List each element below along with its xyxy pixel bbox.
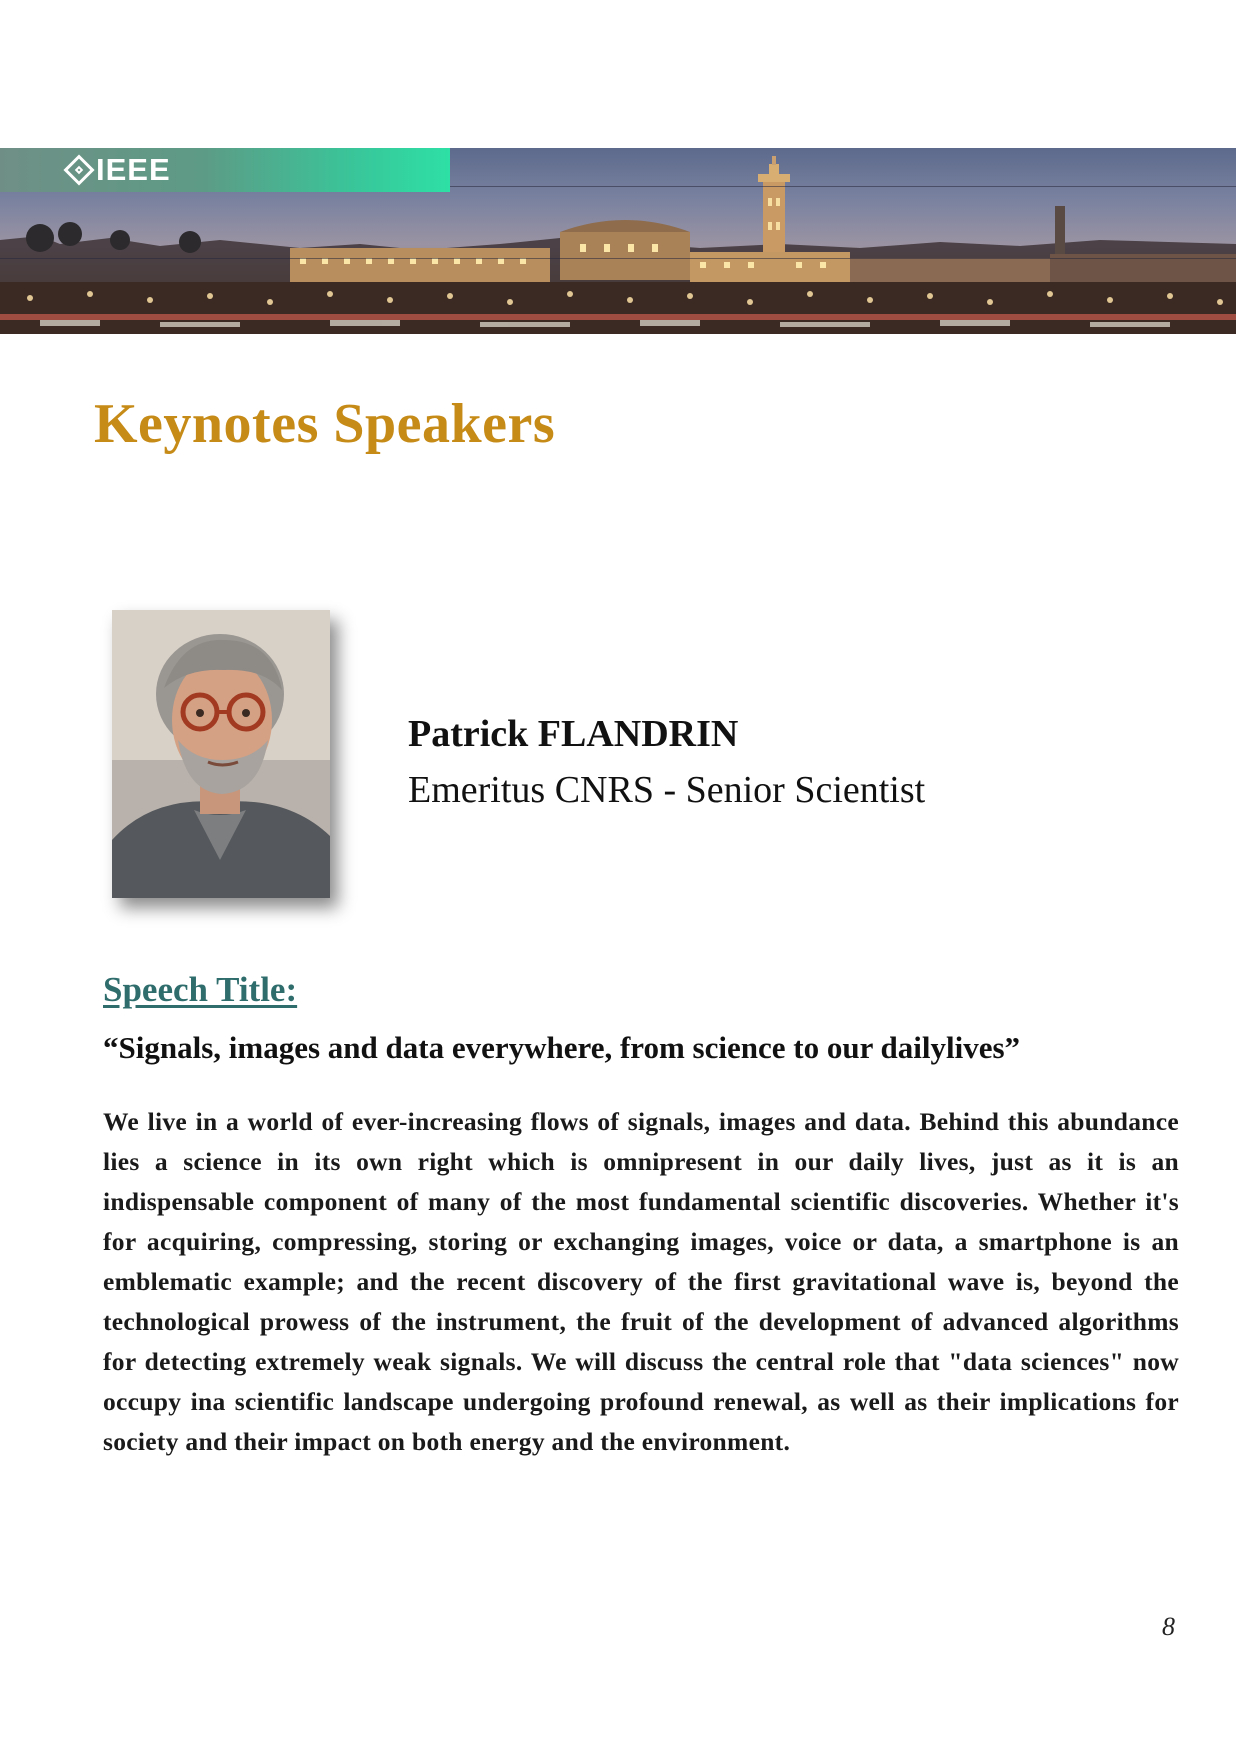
speech-title: “Signals, images and data everywhere, from science to our dailylives” <box>103 1030 1021 1065</box>
page-number: 8 <box>1162 1612 1175 1641</box>
page-title: Keynotes Speakers <box>94 393 556 455</box>
speaker-name: Patrick FLANDRIN <box>408 713 739 755</box>
speaker-photo <box>112 610 330 898</box>
speech-title-label: Speech Title: <box>103 970 298 1009</box>
speech-abstract: We live in a world of ever-increasing flows of signals, images and data. Behind this abundance lies a science in its own right which is omnipresent in our daily lives, just as it is an indispensable component of many of the most fundamental scientific discoveries. Whether it's for acquiring, compressing, storing or exchanging images, voice or data, a smartphone is an emblematic example; and the recent discovery of the first gravitational wave is, beyond the technological prowess of the instrument, the fruit of the development of advanced algorithms for detecting extremely weak signals. We will discuss the central role that "data sciences" now occupy ina scientific landscape undergoing profound renewal, as well as their implications for society and their impact on both energy and the environment. <box>103 1107 1179 1456</box>
ieee-logo <box>68 154 171 186</box>
speaker-role: Emeritus CNRS - Senior Scientist <box>408 769 926 811</box>
banner-rule <box>0 258 1236 259</box>
ieee-diamond-icon <box>63 154 94 185</box>
header-banner <box>0 148 1236 334</box>
ieee-strip <box>0 148 450 192</box>
ieee-logo-text: IEEE <box>96 152 171 187</box>
